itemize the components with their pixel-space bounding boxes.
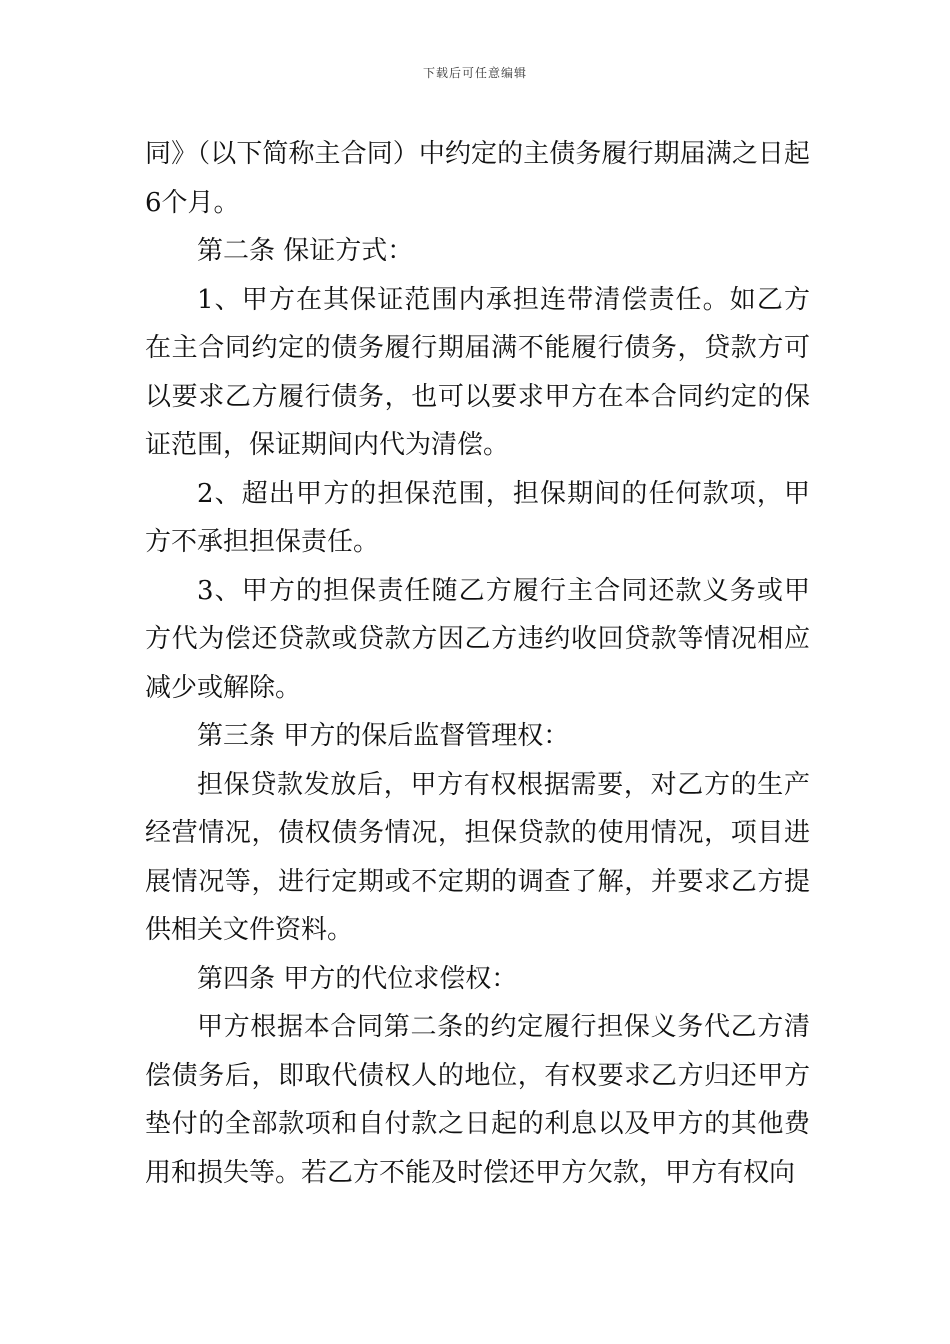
article-2-heading: 第二条 保证方式： <box>197 236 414 266</box>
paragraph-continuation: 同》（以下简称主合同）中约定的主债务履行期届满之日起6个月。 <box>145 139 810 218</box>
article-3-heading: 第三条 甲方的保后监督管理权： <box>197 721 570 751</box>
article-4-body: 甲方根据本合同第二条的约定履行担保义务代乙方清偿债务后，即取代债权人的地位，有权要求乙方归还甲方垫付的全部款项和自付款之日起的利息以及甲方的其他费用和损失等。若乙方不能及时偿还甲方欠款，甲方有权向 <box>145 1012 810 1188</box>
article-2-clause-3: 3、甲方的担保责任随乙方履行主合同还款义务或甲方代为偿还贷款或贷款方因乙方违约收回贷款等情况相应减少或解除。 <box>145 575 810 703</box>
article-2-clause-1: 1、甲方在其保证范围内承担连带清偿责任。如乙方在主合同约定的债务履行期届满不能履行债务，贷款方可以要求乙方履行债务，也可以要求甲方在本合同约定的保证范围，保证期间内代为清偿。 <box>145 284 810 460</box>
document-body <box>145 130 810 1197</box>
article-3-body: 担保贷款发放后，甲方有权根据需要，对乙方的生产经营情况，债权债务情况，担保贷款的使用情况，项目进展情况等，进行定期或不定期的调查了解，并要求乙方提供相关文件资料。 <box>145 769 810 945</box>
page-header: 下载后可任意编辑 <box>422 66 527 80</box>
article-2-clause-2: 2、超出甲方的担保范围，担保期间的任何款项，甲方不承担担保责任。 <box>145 478 810 557</box>
article-4-heading: 第四条 甲方的代位求偿权： <box>197 963 518 994</box>
